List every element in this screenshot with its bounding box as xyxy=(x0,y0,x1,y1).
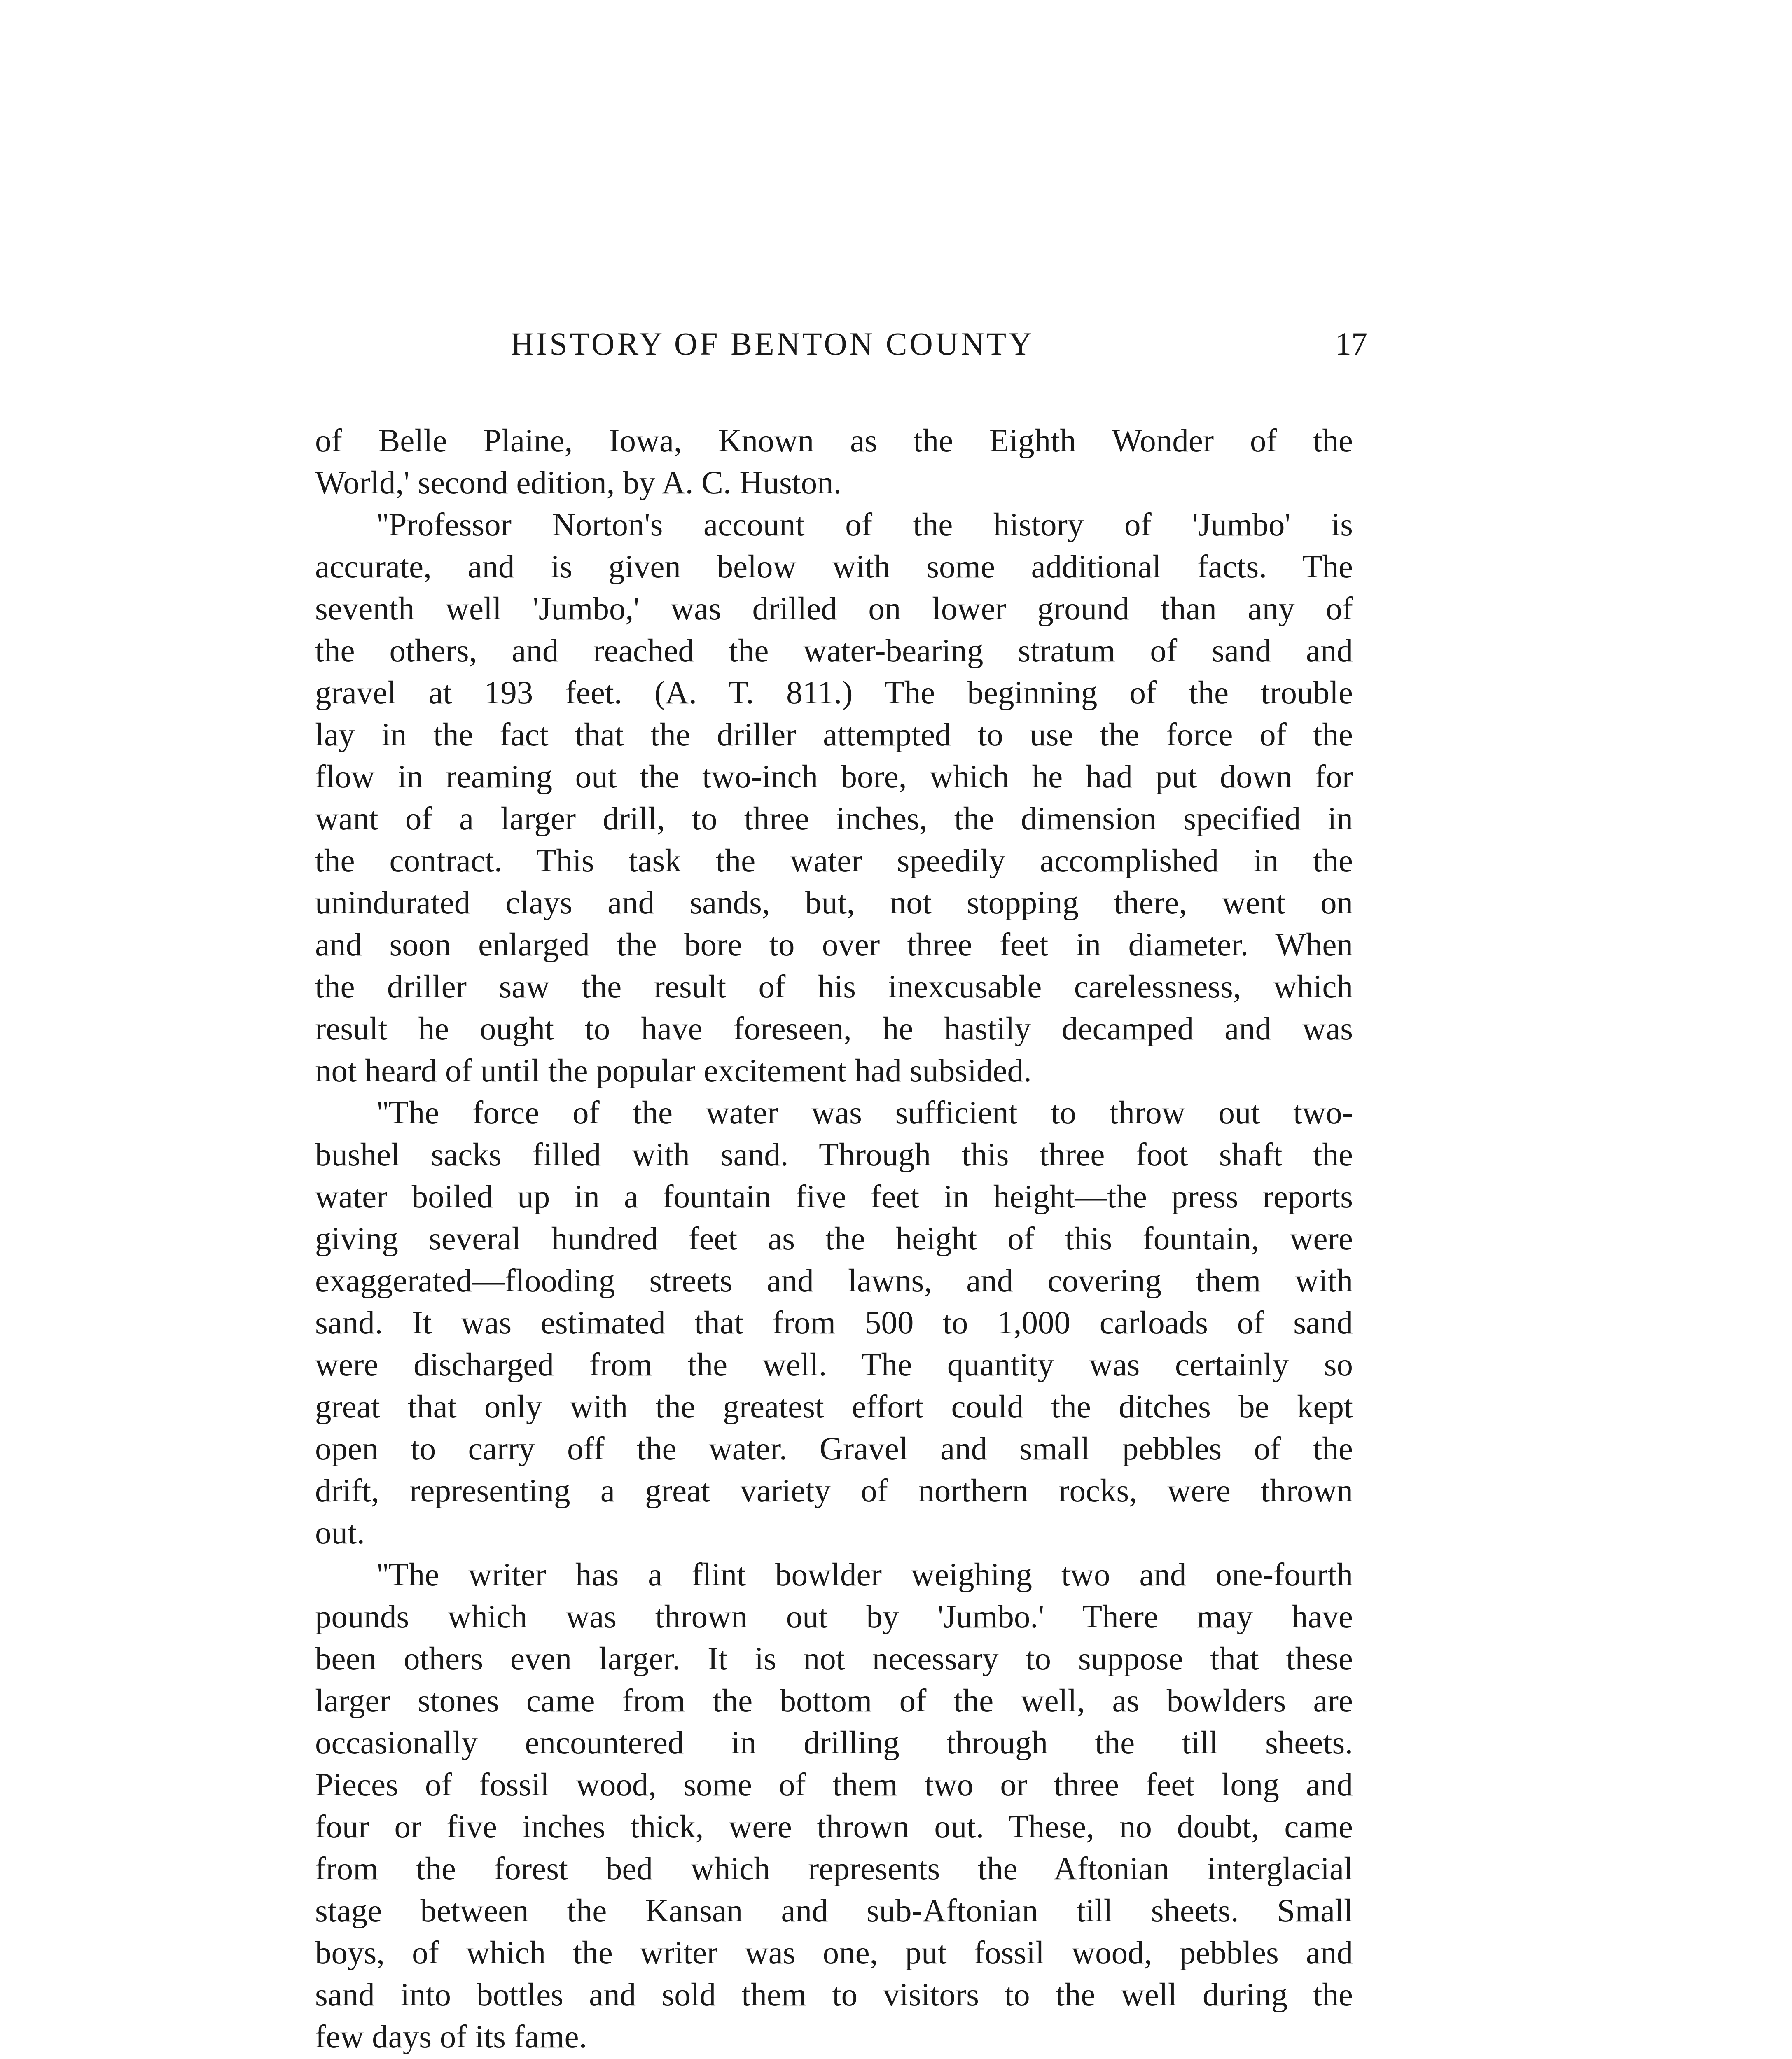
text-line: bushel sacks filled with sand. Through this three foot shaft the xyxy=(315,1137,1353,1173)
text-line: from the forest bed which represents the Aftonian interglacial xyxy=(315,1851,1353,1887)
text-line: gravel at 193 feet. (A. T. 811.) The beginning of the trouble xyxy=(315,675,1353,711)
text-line: larger stones came from the bottom of the well, as bowlders are xyxy=(315,1683,1353,1719)
text-line: great that only with the greatest effort could the ditches be kept xyxy=(315,1389,1353,1425)
text-line: and soon enlarged the bore to over three feet in diameter. When xyxy=(315,927,1353,963)
text-line: of Belle Plaine, Iowa, Known as the Eighth Wonder of the xyxy=(315,423,1353,459)
text-line: unindurated clays and sands, but, not stopping there, went on xyxy=(315,885,1353,921)
text-line: accurate, and is given below with some additional facts. The xyxy=(315,549,1353,585)
text-line: open to carry off the water. Gravel and small pebbles of the xyxy=(315,1431,1353,1467)
text-line: occasionally encountered in drilling through the till sheets. xyxy=(315,1725,1353,1761)
page-number: 17 xyxy=(1335,326,1367,362)
text-line: World,' second edition, by A. C. Huston. xyxy=(315,465,842,501)
text-line: ''The writer has a flint bowlder weighing two and one-fourth xyxy=(377,1557,1353,1593)
text-line: ''Professor Norton's account of the history of 'Jumbo' is xyxy=(377,507,1353,543)
text-line: lay in the fact that the driller attempted to use the force of the xyxy=(315,717,1353,753)
text-line: stage between the Kansan and sub-Aftonian till sheets. Small xyxy=(315,1893,1353,1929)
text-line: Pieces of fossil wood, some of them two or three feet long and xyxy=(315,1767,1353,1803)
text-line: out. xyxy=(315,1515,365,1551)
text-line: been others even larger. It is not necessary to suppose that these xyxy=(315,1641,1353,1677)
text-line: were discharged from the well. The quantity was certainly so xyxy=(315,1347,1353,1383)
text-line: water boiled up in a fountain five feet in height—the press reports xyxy=(315,1179,1353,1215)
text-line: seventh well 'Jumbo,' was drilled on lower ground than any of xyxy=(315,591,1353,627)
running-head: HISTORY OF BENTON COUNTY xyxy=(511,326,1035,362)
text-line: boys, of which the writer was one, put fossil wood, pebbles and xyxy=(315,1935,1353,1971)
text-line: four or five inches thick, were thrown out. These, no doubt, came xyxy=(315,1809,1353,1845)
text-line: the contract. This task the water speedily accomplished in the xyxy=(315,843,1353,879)
text-line: ''The force of the water was sufficient to throw out two- xyxy=(377,1095,1353,1131)
body-text xyxy=(315,420,1353,2059)
text-line: sand into bottles and sold them to visitors to the well during the xyxy=(315,1977,1353,2013)
text-line: sand. It was estimated that from 500 to 1,000 carloads of sand xyxy=(315,1305,1353,1341)
text-line: not heard of until the popular excitement had subsided. xyxy=(315,1053,1032,1089)
text-line: exaggerated—flooding streets and lawns, and covering them with xyxy=(315,1263,1353,1299)
text-line: drift, representing a great variety of northern rocks, were thrown xyxy=(315,1473,1353,1509)
text-line: giving several hundred feet as the height of this fountain, were xyxy=(315,1221,1353,1257)
text-line: pounds which was thrown out by 'Jumbo.' There may have xyxy=(315,1599,1353,1635)
text-line: flow in reaming out the two-inch bore, which he had put down for xyxy=(315,759,1353,795)
text-line: result he ought to have foreseen, he hastily decamped and was xyxy=(315,1011,1353,1047)
text-line: few days of its fame. xyxy=(315,2019,587,2055)
text-line: the driller saw the result of his inexcusable carelessness, which xyxy=(315,969,1353,1005)
text-line: the others, and reached the water-bearing stratum of sand and xyxy=(315,633,1353,669)
text-line: want of a larger drill, to three inches, the dimension specified in xyxy=(315,801,1353,837)
